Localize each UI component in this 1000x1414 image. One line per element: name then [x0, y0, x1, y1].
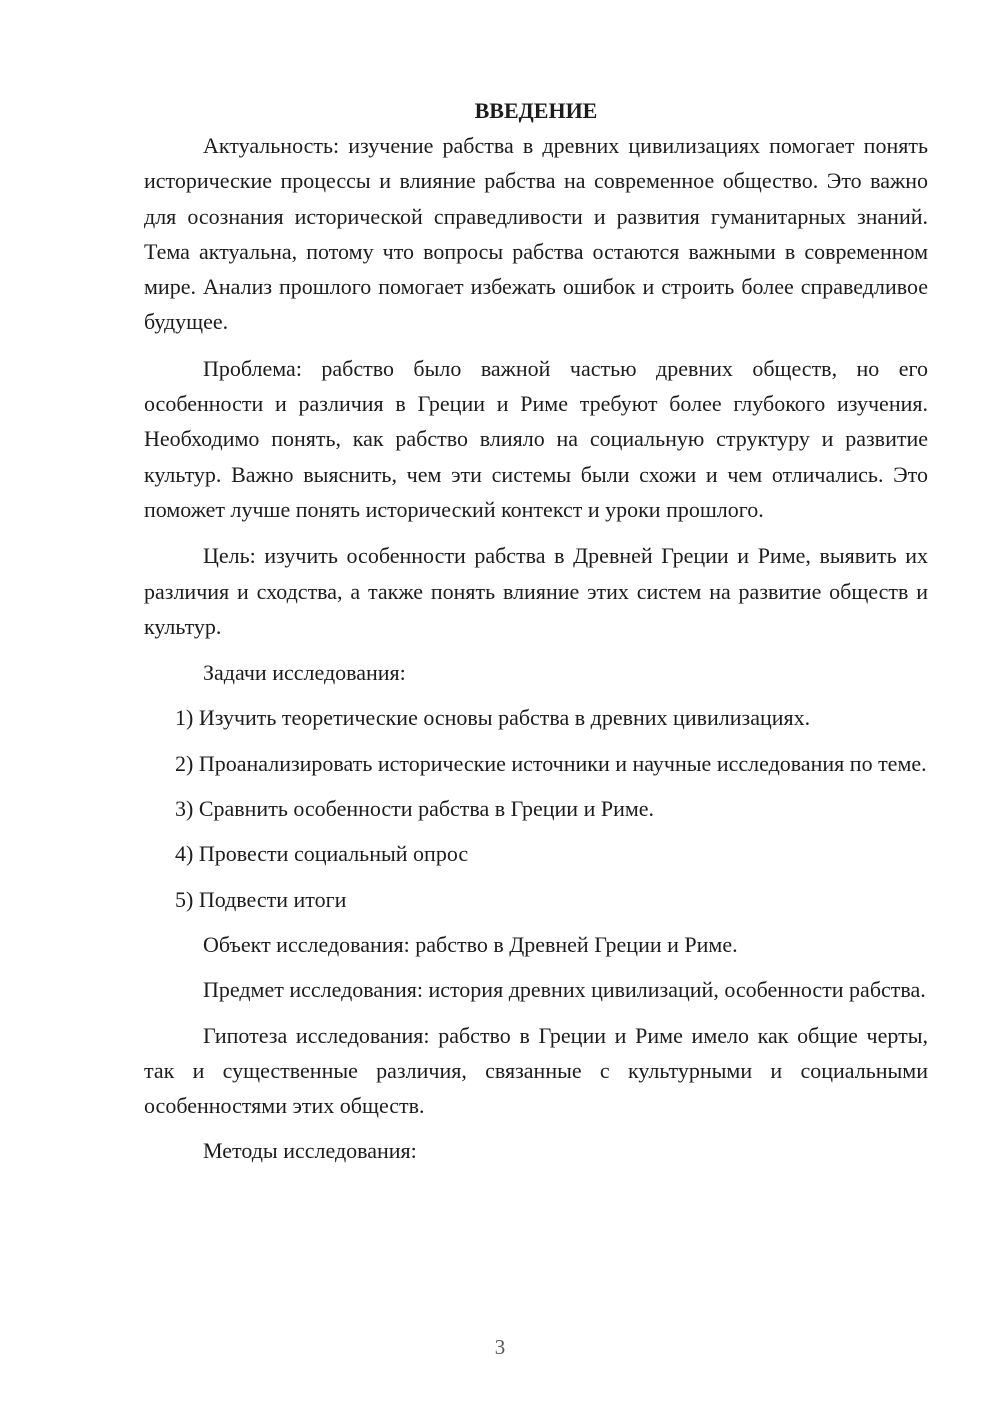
task-item-3: 3) Сравнить особенности рабства в Греции и Риме. [175, 796, 655, 822]
methods-heading: Методы исследования: [203, 1138, 417, 1164]
goal-paragraph: Цель: изучить особенности рабства в Древней Греции и Риме, выявить их различия и сходства, а также понять влияние этих систем на развитие обществ и культур. [144, 543, 928, 639]
task-item-2: 2) Проанализировать исторические источники и научные исследования по теме. [175, 750, 927, 776]
task-item-4: 4) Провести социальный опрос [175, 841, 469, 867]
section-title: ВВЕДЕНИЕ [474, 98, 598, 123]
task-item-5: 5) Подвести итоги [175, 886, 347, 912]
relevance-paragraph: Актуальность: изучение рабства в древних цивилизациях помогает понять исторические процессы и влияние рабства на современное общество. Это важно для осознания исторической справедливости и развития гуманитарных знаний. Тема актуальна, потому что вопросы рабства остаются важными в современном мире. Анализ прошлого помогает избежать ошибок и строить более справедливое будущее. [144, 133, 928, 335]
subject-paragraph: Предмет исследования: история древних цивилизаций, особенности рабства. [203, 977, 926, 1003]
problem-paragraph: Проблема: рабство было важной частью древних обществ, но его особенности и различия в Греции и Риме требуют более глубокого изучения. Необходимо понять, как рабство влияло на социальную структуру и развитие культур. Важно выяснить, чем эти системы были схожи и чем отличались. Это поможет лучше понять исторический контекст и уроки прошлого. [144, 355, 928, 522]
tasks-heading: Задачи исследования: [203, 660, 406, 686]
page-number: 3 [494, 1335, 506, 1359]
hypothesis-paragraph: Гипотеза исследования: рабство в Греции и Риме имело как общие черты, так и существенные различия, связанные с культурными и социальными особенностями этих обществ. [144, 1022, 928, 1119]
task-item-1: 1) Изучить теоретические основы рабства в древних цивилизациях. [175, 705, 811, 731]
object-paragraph: Объект исследования: рабство в Древней Греции и Риме. [203, 931, 738, 957]
document-body [144, 93, 928, 1179]
